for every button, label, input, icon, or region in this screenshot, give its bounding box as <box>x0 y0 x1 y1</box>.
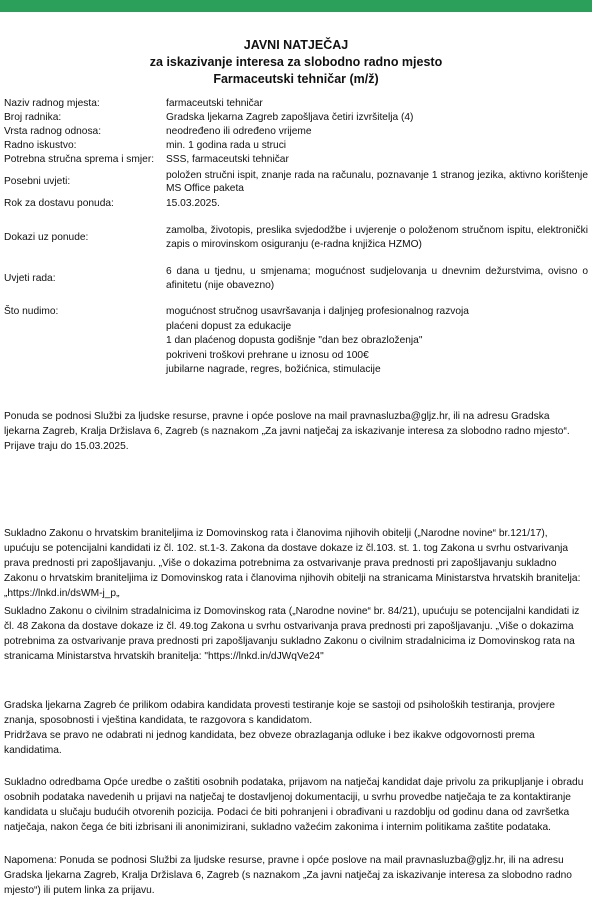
detail-row-dokazi <box>4 219 588 256</box>
note-paragraph: Napomena: Ponuda se podnosi Službi za ljudske resurse, pravne i opće poslove na mail pravnasluzba@gljz.hr, ili na adresu Gradska ljekarna Zagreb, Kralja Držislava 6, Zagreb (s naznakom „Za javni natječaj za iskazivanje interesa za slobodno radno mjesto“) ili putem linka za prijavu. <box>4 855 572 896</box>
detail-label: Rok za dostavu ponuda: <box>4 198 114 209</box>
detail-label: Potrebna stručna sprema i smjer: <box>4 154 155 165</box>
detail-row-sprema <box>4 153 588 167</box>
benefit-item: pokriveni troškovi prehrane u iznosu od 100€ <box>166 349 369 361</box>
detail-value: min. 1 godina rada u struci <box>166 140 287 151</box>
benefits-list <box>166 305 588 378</box>
detail-row-naziv <box>4 97 588 111</box>
detail-value: položen stručni ispit, znanje rada na računalu, poznavanje 1 stranog jezika, aktivno korištenje MS Office paketa <box>166 169 588 194</box>
detail-row-rok <box>4 197 588 219</box>
detail-value: 6 dana u tjednu, u smjenama; mogućnost sudjelovanja u dnevnim dežurstvima, ovisno o afinitetu (nije obavezno) <box>166 266 588 291</box>
detail-row-broj <box>4 111 588 125</box>
testing-paragraph: Gradska ljekarna Zagreb će prilikom odabira kandidata provesti testiranje koje se sastoji od psiholoških testiranja, provjere znanja, sposobnosti i vještina kandidata, te razgovora s kandidatom. <box>4 700 555 726</box>
benefit-item: 1 dan plaćenog dopusta godišnje "dan bez obrazloženja" <box>166 335 423 347</box>
detail-label: Radno iskustvo: <box>4 140 77 151</box>
detail-row-uvjeti <box>4 256 588 301</box>
green-header-bar <box>0 0 592 12</box>
page-subtitle: za iskazivanje interesa za slobodno radno mjesto <box>149 55 443 69</box>
detail-value: SSS, farmaceutski tehničar <box>166 154 289 165</box>
details-table <box>4 97 588 378</box>
rights-paragraph: Pridržava se pravo ne odabrati ni jednog kandidata, bez obveze obrazlaganja odluke i bez ikakve odgovornosti prema kandidatima. <box>4 730 535 756</box>
detail-value: neodređeno ili određeno vrijeme <box>166 126 312 137</box>
benefit-item: mogućnost stručnog usavršavanja i daljnjeg profesionalnog razvoja <box>166 306 469 317</box>
privacy-paragraph: Sukladno odredbama Opće uredbe o zaštiti osobnih podataka, prijavom na natječaj kandidat daje privolu za prikupljanje i obradu osobnih podataka navedenih u prijavi na natječaj te dostavljenoj dokumentaciji, u svrhu provedbe natječaja te za kontaktiranje kandidata u slučaju budućih otvorenih pozicija. Podaci će biti pohranjeni i obrađivani u razdoblju od godinu dana od završetka natječaja, nakon čega će biti izbrisani ili anonimizirani, sukladno važećim zakonima i internim politikama zaštite podataka. <box>4 777 584 833</box>
detail-label: Vrsta radnog odnosa: <box>4 126 102 137</box>
detail-label: Naziv radnog mjesta: <box>4 98 100 109</box>
detail-label: Posebni uvjeti: <box>4 176 71 188</box>
detail-value: 15.03.2025. <box>166 198 220 209</box>
veterans-paragraph: Sukladno Zakonu o hrvatskim braniteljima iz Domovinskog rata i članovima njihovih obitelji („Narodne novine“ br.121/17), upućuju se potencijalni kandidati iz čl. 102. st.1-3. Zakona da dostave dokaze iz čl.103. st. 1. tog Zakona u svrhu ostvarivanja prava prednosti pri zapošljavanju. „Više o dokazima potrebnima za ostvarivanje prava prednosti pri zapošljavanju sukladno Zakonu o hrvatskim braniteljima iz Domovinskog rata i članovima njihovih obitelji na stranicama Ministarstva hrvatskih branitelja: „https://lnkd.in/dsWM-j_p„ <box>4 528 581 599</box>
detail-row-nudimo <box>4 305 588 378</box>
detail-label: Dokazi uz ponude: <box>4 231 89 243</box>
benefit-item: jubilarne nagrade, regres, božićnica, stimulacije <box>166 364 381 376</box>
detail-label: Što nudimo: <box>4 306 59 317</box>
benefit-item: plaćeni dopust za edukacije <box>166 320 292 332</box>
detail-value: zamolba, životopis, preslika svjedodžbe i uvjerenje o položenom stručnom ispitu, elektronički zapis o mirovinskom osiguranju (e-radna knjižica HZMO) <box>166 225 588 250</box>
detail-row-posebni <box>4 167 588 197</box>
detail-value: farmaceutski tehničar <box>166 98 263 109</box>
civilian-paragraph: Sukladno Zakonu o civilnim stradalnicima iz Domovinskog rata („Narodne novine“ br. 84/21), upućuju se potencijalni kandidati iz čl. 48 Zakona da dostave dokaze iz čl. 49.tog Zakona u svrhu ostvarivanja prava prednosti pri zapošljavanju. „Više o dokazima potrebnima za ostvarivanje prava prednosti pri zapošljavanju sukladno Zakonu o civilnim stradalnicima iz Domovinskog rata na stranicama Ministarstva hrvatskih branitelja: "https://lnkd.in/dJWqVe24" <box>4 606 580 662</box>
submission-paragraph: Ponuda se podnosi Službi za ljudske resurse, pravne i opće poslove na mail pravnasluzba@gljz.hr, ili na adresu Gradska ljekarna Zagreb, Kralja Držislava 6, Zagreb (s naznakom „Za javni natječaj za iskazivanje interesa za slobodno radno mjesto“. Prijave traju do 15.03.2025. <box>4 411 570 452</box>
title-block <box>0 37 592 88</box>
detail-label: Uvjeti rada: <box>4 272 56 284</box>
detail-value: Gradska ljekarna Zagreb zapošljava četiri izvršitelja (4) <box>166 112 414 123</box>
detail-row-vrsta <box>4 125 588 139</box>
detail-row-iskustvo <box>4 139 588 153</box>
detail-label: Broj radnika: <box>4 112 62 123</box>
page-title: JAVNI NATJEČAJ <box>243 38 349 52</box>
position-title: Farmaceutski tehničar (m/ž) <box>213 72 379 86</box>
